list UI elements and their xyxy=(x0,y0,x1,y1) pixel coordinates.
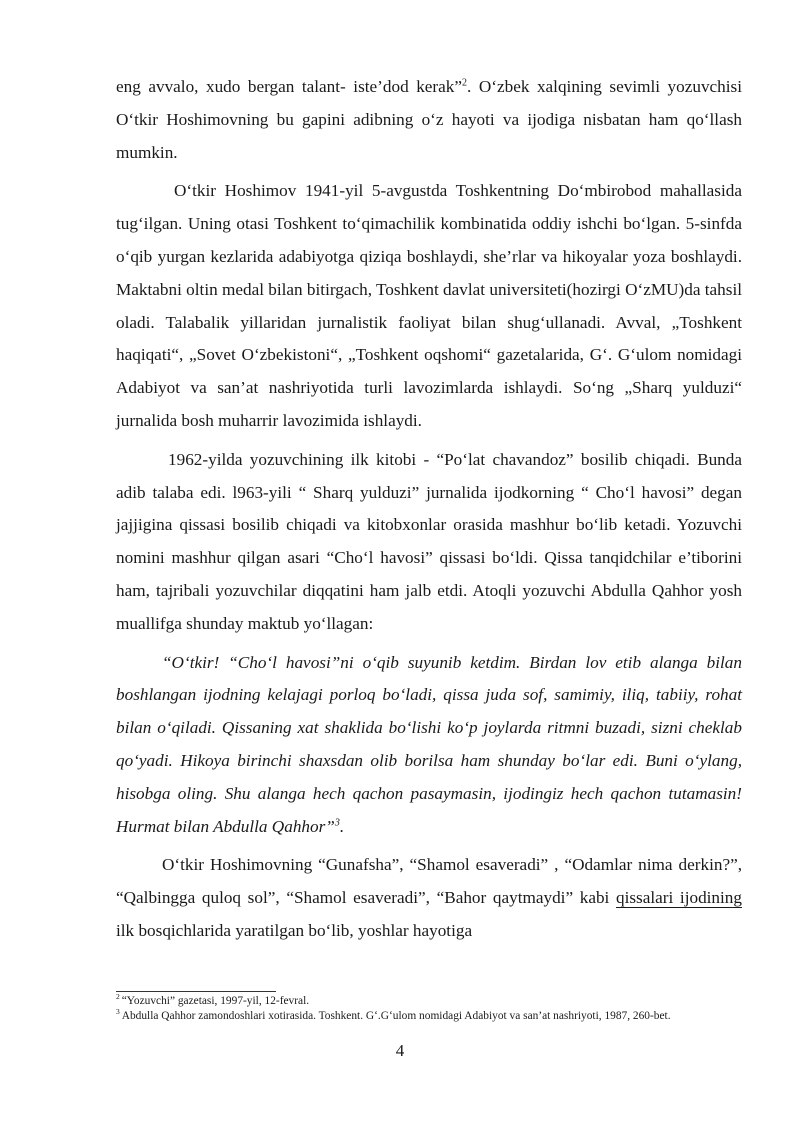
footnote-number: 2 xyxy=(116,992,120,1002)
footnote-text: “Yozuvchi” gazetasi, 1997-yil, 12-fevral. xyxy=(121,995,310,1007)
paragraph-novellas-tail: ilk bosqichlarida yaratilgan bo‘lib, yoshlar hayotiga xyxy=(116,920,473,940)
footnotes xyxy=(116,994,742,1023)
footnote-ref-3[interactable]: 3 xyxy=(334,816,340,828)
quote-letter xyxy=(116,647,742,844)
underlined-phrase: qissalari ijodining xyxy=(615,888,742,908)
footnote-3 xyxy=(116,1006,742,1024)
paragraph-intro-text: eng avvalo, xudo bergan talant- iste’dod kerak” xyxy=(116,77,463,96)
footnote-ref-2[interactable]: 2 xyxy=(462,77,468,89)
quote-text: “O‘tkir! “Cho‘l havosi”ni o‘qib suyunib ketdim. Birdan lov etib alanga bilan boshlangan ijodning kelajagi porloq bo‘ladi, qissa juda sof, samimiy, iliq, tabiiy, rohat bilan o‘qiladi. Qissaning xat shaklida bo‘lishi ko‘p joylarda ritmni buzadi, sizni cheklab qo‘yadi. Hikoya birinchi shaxsdan olib borilsa ham shunday bo‘lar edi. Buni o‘ylang, hisobga oling. Shu alanga hech qachon pasaymasin, ijodingiz hech qachon tutamasin! Hurmat bilan Abdulla Qahhor” xyxy=(116,652,742,836)
paragraph-biography: O‘tkir Hoshimov 1941-yil 5-avgustda Toshkentning Do‘mbirobod mahallasida tug‘ilgan. Uning otasi Toshkent to‘qimachilik kombinatida oddiy ishchi bo‘lgan. 5-sinfda o‘qib yurgan kezlarida adabiyotga qiziqa boshlaydi, she’rlar va hikoyalar yoza boshlaydi. Maktabni oltin medal bilan bitirgach, Toshkent davlat universiteti(hozirgi O‘zMU)da tahsil oladi. Talabalik yillaridan jurnalistik faoliyat bilan shug‘ullanadi. Avval, „Toshkent haqiqati“, „Sovet O‘zbekistoni“, „Toshkent oqshomi“ gazetalarida, G‘. G‘ulom nomidagi Adabiyot va san’at nashriyotida turli lavozimlarda ishlaydi. So‘ng „Sharq yulduzi“ jurnalida bosh muharrir lavozimida ishlaydi. xyxy=(116,181,743,430)
footnote-number: 3 xyxy=(116,1006,120,1016)
paragraph-intro xyxy=(116,71,742,169)
paragraph-novellas-text: O‘tkir Hoshimovning “Gunafsha”, “Shamol esaveradi” , “Odamlar nima derkin?”, “Qalbingga quloq sol”, “Shamol esaveradi”, “Bahor qaytmaydi” kabi xyxy=(116,855,742,908)
paragraph-novellas xyxy=(116,849,742,947)
footnote-separator xyxy=(116,991,276,992)
footnote-text: Abdulla Qahhor zamondoshlari xotirasida. Toshkent. G‘.G‘ulom nomidagi Adabiyot va san’at nashriyoti, 1987, 260-bet. xyxy=(121,1009,671,1022)
page-number: 4 xyxy=(395,1041,405,1060)
paragraph-intro-tail: . O‘zbek xalqining sevimli yozuvchisi O‘tkir Hoshimovning bu gapini adibning o‘z hayoti va ijodiga nisbatan ham qo‘llash mumkin. xyxy=(116,77,743,162)
quote-tail: . xyxy=(339,816,345,836)
paragraph-first-book: 1962-yilda yozuvchining ilk kitobi - “Po‘lat chavandoz” bosilib chiqadi. Bunda adib talaba edi. l963-yili “ Sharq yulduzi” jurnalida ijodkorning “ Cho‘l havosi” degan jajjigina qissasi bosilib chiqadi va kitobxonlar orasida mashhur bo‘lib ketadi. Yozuvchi nomini mashhur qilgan asari “Cho‘l havosi” qissasi bo‘ldi. Qissa tanqidchilar e’tiborini ham, tajribali yozuvchilar diqqatini ham jalb etdi. Atoqli yozuvchi Abdulla Qahhor yosh muallifga shunday maktub yo‘llagan: xyxy=(116,449,742,633)
footnote-2 xyxy=(116,994,742,1009)
body-text xyxy=(116,71,742,948)
